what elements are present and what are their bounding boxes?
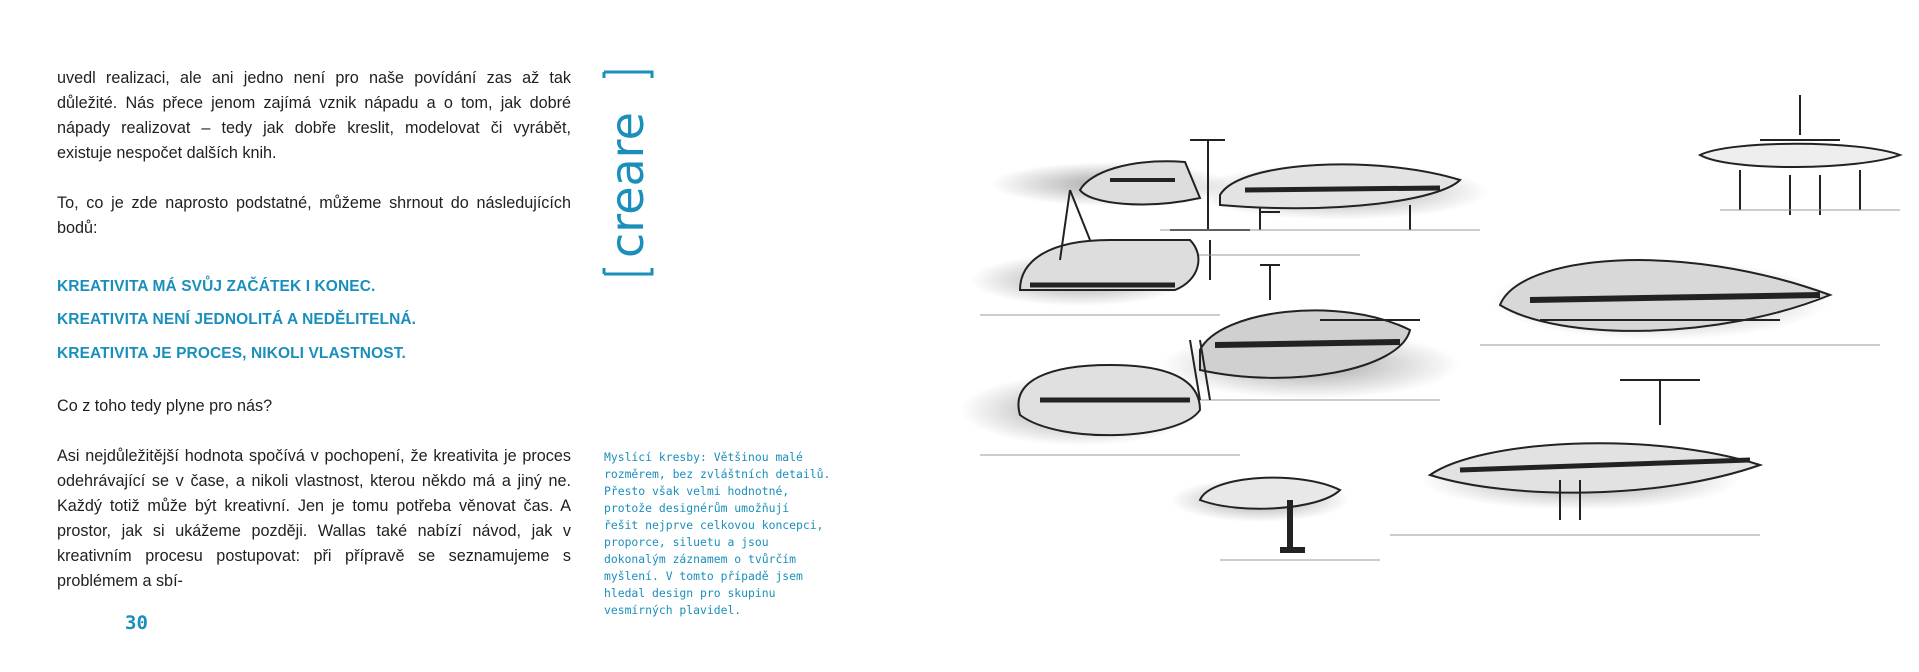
ship-sketch-8 [1170, 478, 1380, 560]
ship-sketch-9 [1390, 380, 1760, 535]
paragraph-main: Asi nejdůležitější hodnota spočívá v pochopení, že kreativita je proces odehrávající se v čase, a nikoli vlastnost, kterou někdo má a jiný ne. Každý totiž může být kreativní. Jen je tomu potřeba věnovat čas. A prostor, jak si ukážeme později. Wallas také nabízí návod, jak v kreativním procesu postupovat: při přípravě se seznamujeme s problémem a sbí- [57, 447, 571, 590]
bracket-open [604, 72, 652, 78]
spaceship-sketches [960, 80, 1910, 600]
paragraph-summary: To, co je zde naprosto podstatné, můžeme shrnout do následujících bodů: [57, 194, 571, 237]
ship-sketch-6 [1160, 265, 1460, 400]
ship-sketch-4 [970, 190, 1220, 315]
highlight-point-1: KREATIVITA MÁ SVŮJ ZAČÁTEK I KONEC. [57, 278, 376, 295]
bracket-close [604, 268, 652, 274]
side-title-text: creare [600, 112, 654, 258]
paragraph-intro: uvedl realizaci, ale ani jedno není pro naše povídání zas až tak důležité. Nás přece jenom zajímá vznik nápadu a o tom, jak dobré nápady realizovat – tedy jak dobře kreslit, modelovat či vyrábět, existuje nespočet dalších knih. [57, 69, 571, 162]
ship-sketch-3 [1700, 95, 1900, 215]
page-number: 30 [125, 612, 148, 634]
highlight-point-2: KREATIVITA NENÍ JEDNOLITÁ A NEDĚLITELNÁ. [57, 311, 417, 328]
image-caption: Myslící kresby: Většinou malé rozměrem, bez zvláštních detailů. Přesto však velmi hodnotné, protože designérům umožňují řešit nejprve celkovou koncepci, proporce, siluetu a jsou dokonalým záznamem o tvůrčím myšlení. V tomto případě jsem hledal design pro skupinu vesmírných plavidel. [604, 450, 831, 617]
side-title [600, 68, 660, 278]
highlight-point-3: KREATIVITA JE PROCES, NIKOLI VLASTNOST. [57, 345, 406, 362]
paragraph-question: Co z toho tedy plyne pro nás? [57, 397, 273, 415]
ship-sketch-5 [1480, 260, 1880, 345]
